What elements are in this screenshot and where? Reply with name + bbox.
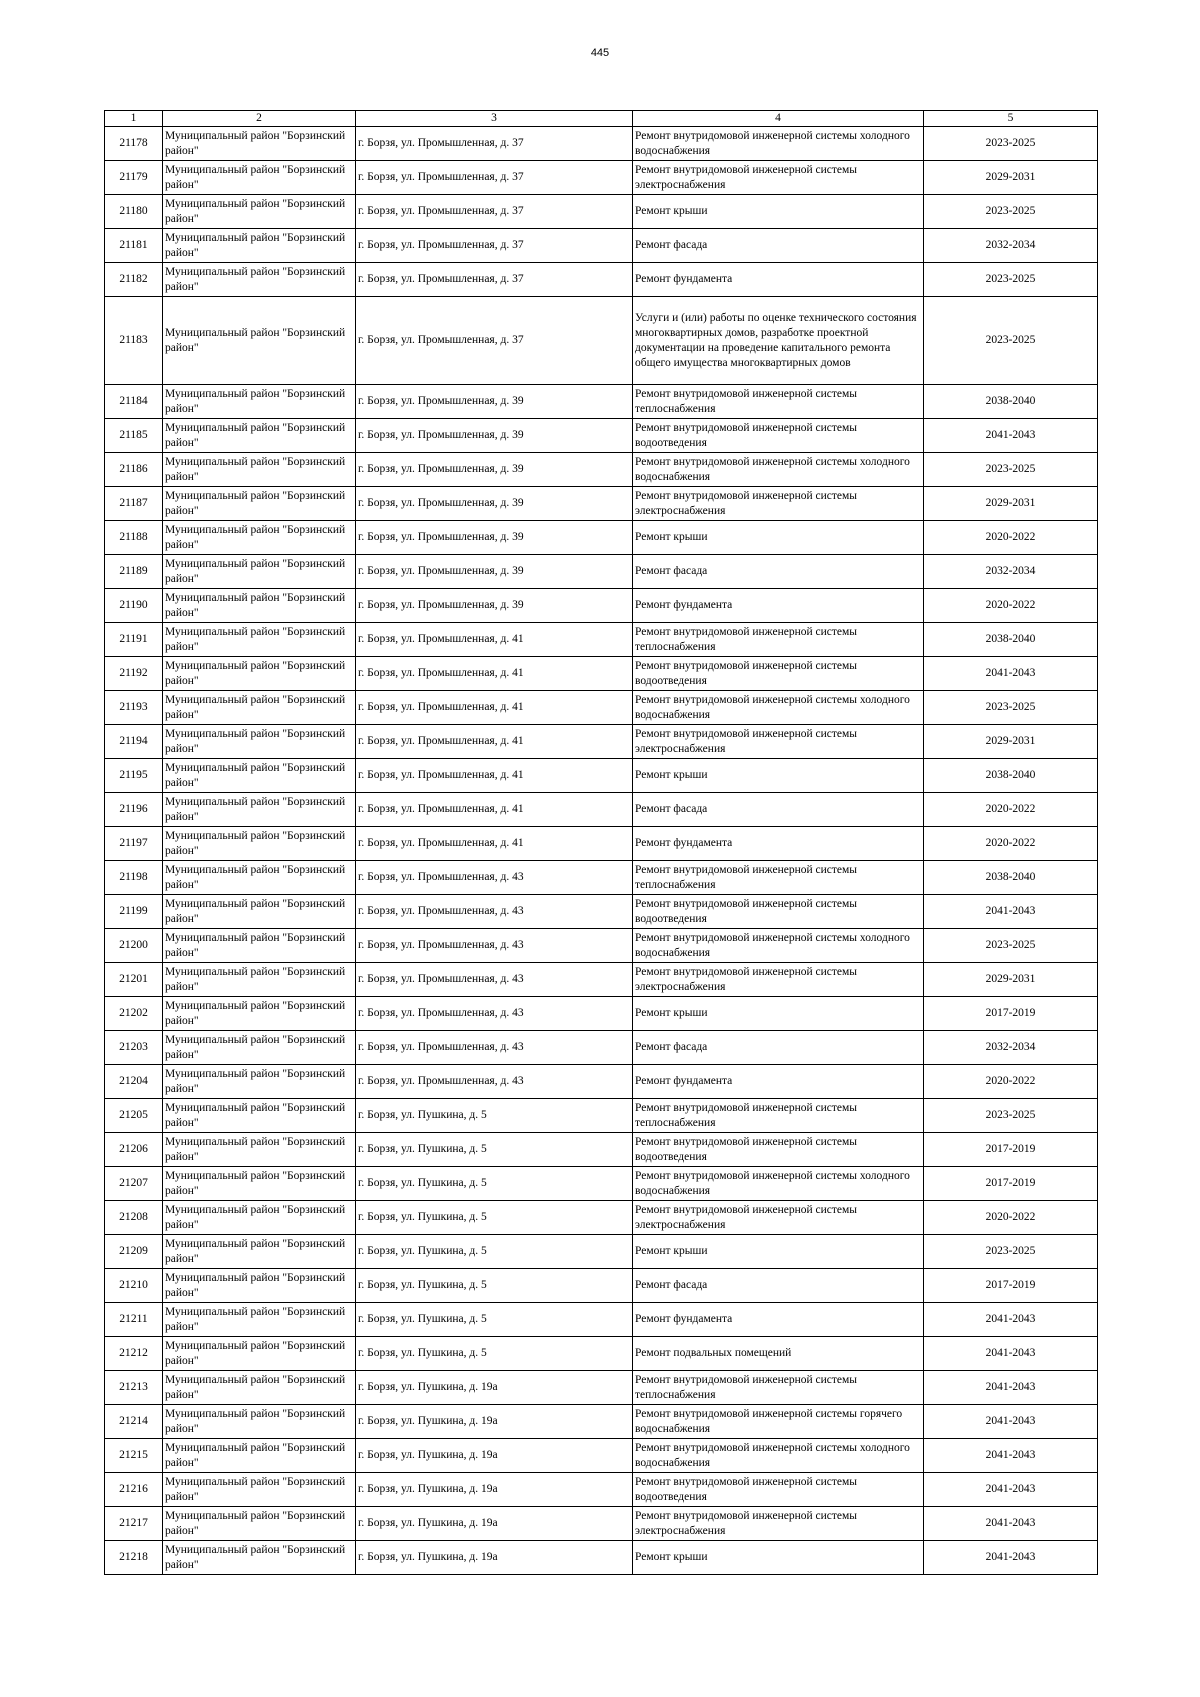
period-cell: 2041-2043 <box>924 1371 1098 1405</box>
column-header: 5 <box>924 111 1098 127</box>
row-number: 21211 <box>105 1303 163 1337</box>
address-cell: г. Борзя, ул. Промышленная, д. 43 <box>356 861 633 895</box>
row-number: 21203 <box>105 1031 163 1065</box>
row-number: 21193 <box>105 691 163 725</box>
column-header: 3 <box>356 111 633 127</box>
row-number: 21182 <box>105 263 163 297</box>
period-cell: 2029-2031 <box>924 725 1098 759</box>
work-type-cell: Ремонт фундамента <box>633 1303 924 1337</box>
table-row <box>105 929 1098 963</box>
municipality-cell: Муниципальный район "Борзинский район" <box>163 1405 356 1439</box>
period-cell: 2017-2019 <box>924 1167 1098 1201</box>
row-number: 21216 <box>105 1473 163 1507</box>
period-cell: 2041-2043 <box>924 895 1098 929</box>
work-type-cell: Ремонт фасада <box>633 555 924 589</box>
work-type-cell: Ремонт фундамента <box>633 827 924 861</box>
address-cell: г. Борзя, ул. Промышленная, д. 43 <box>356 963 633 997</box>
address-cell: г. Борзя, ул. Промышленная, д. 41 <box>356 657 633 691</box>
row-number: 21197 <box>105 827 163 861</box>
table-row <box>105 521 1098 555</box>
work-type-cell: Ремонт крыши <box>633 759 924 793</box>
work-type-cell: Услуги и (или) работы по оценке технического состояния многоквартирных домов, разработке проектной документации на проведение капитального ремонта общего имущества многоквартирных домов <box>633 297 924 385</box>
table-row <box>105 297 1098 385</box>
row-number: 21192 <box>105 657 163 691</box>
municipality-cell: Муниципальный район "Борзинский район" <box>163 623 356 657</box>
column-header: 4 <box>633 111 924 127</box>
municipality-cell: Муниципальный район "Борзинский район" <box>163 589 356 623</box>
municipality-cell: Муниципальный район "Борзинский район" <box>163 297 356 385</box>
table-row <box>105 1167 1098 1201</box>
municipality-cell: Муниципальный район "Борзинский район" <box>163 929 356 963</box>
period-cell: 2023-2025 <box>924 1099 1098 1133</box>
address-cell: г. Борзя, ул. Пушкина, д. 19а <box>356 1473 633 1507</box>
work-type-cell: Ремонт внутридомовой инженерной системы электроснабжения <box>633 1507 924 1541</box>
address-cell: г. Борзя, ул. Пушкина, д. 19а <box>356 1439 633 1473</box>
address-cell: г. Борзя, ул. Пушкина, д. 5 <box>356 1167 633 1201</box>
work-type-cell: Ремонт фасада <box>633 1031 924 1065</box>
address-cell: г. Борзя, ул. Промышленная, д. 41 <box>356 793 633 827</box>
work-type-cell: Ремонт внутридомовой инженерной системы электроснабжения <box>633 725 924 759</box>
period-cell: 2041-2043 <box>924 1405 1098 1439</box>
address-cell: г. Борзя, ул. Пушкина, д. 5 <box>356 1235 633 1269</box>
table-row <box>105 263 1098 297</box>
work-type-cell: Ремонт внутридомовой инженерной системы теплоснабжения <box>633 385 924 419</box>
municipality-cell: Муниципальный район "Борзинский район" <box>163 1235 356 1269</box>
row-number: 21201 <box>105 963 163 997</box>
table-row <box>105 1303 1098 1337</box>
address-cell: г. Борзя, ул. Пушкина, д. 5 <box>356 1337 633 1371</box>
period-cell: 2023-2025 <box>924 691 1098 725</box>
table-row <box>105 623 1098 657</box>
work-type-cell: Ремонт крыши <box>633 997 924 1031</box>
address-cell: г. Борзя, ул. Промышленная, д. 43 <box>356 1065 633 1099</box>
municipality-cell: Муниципальный район "Борзинский район" <box>163 229 356 263</box>
municipality-cell: Муниципальный район "Борзинский район" <box>163 161 356 195</box>
period-cell: 2038-2040 <box>924 759 1098 793</box>
address-cell: г. Борзя, ул. Промышленная, д. 39 <box>356 589 633 623</box>
work-type-cell: Ремонт внутридомовой инженерной системы холодного водоснабжения <box>633 691 924 725</box>
period-cell: 2023-2025 <box>924 195 1098 229</box>
address-cell: г. Борзя, ул. Промышленная, д. 41 <box>356 691 633 725</box>
municipality-cell: Муниципальный район "Борзинский район" <box>163 1303 356 1337</box>
row-number: 21199 <box>105 895 163 929</box>
row-number: 21200 <box>105 929 163 963</box>
table-row <box>105 229 1098 263</box>
period-cell: 2041-2043 <box>924 1507 1098 1541</box>
work-type-cell: Ремонт внутридомовой инженерной системы холодного водоснабжения <box>633 1167 924 1201</box>
header-row <box>105 111 1098 127</box>
work-type-cell: Ремонт внутридомовой инженерной системы электроснабжения <box>633 161 924 195</box>
municipality-cell: Муниципальный район "Борзинский район" <box>163 127 356 161</box>
period-cell: 2023-2025 <box>924 929 1098 963</box>
period-cell: 2032-2034 <box>924 555 1098 589</box>
row-number: 21208 <box>105 1201 163 1235</box>
work-type-cell: Ремонт внутридомовой инженерной системы электроснабжения <box>633 1201 924 1235</box>
period-cell: 2038-2040 <box>924 385 1098 419</box>
address-cell: г. Борзя, ул. Промышленная, д. 39 <box>356 385 633 419</box>
period-cell: 2023-2025 <box>924 263 1098 297</box>
row-number: 21189 <box>105 555 163 589</box>
repair-schedule-table <box>104 110 1098 1575</box>
column-header: 1 <box>105 111 163 127</box>
municipality-cell: Муниципальный район "Борзинский район" <box>163 1337 356 1371</box>
row-number: 21188 <box>105 521 163 555</box>
work-type-cell: Ремонт внутридомовой инженерной системы электроснабжения <box>633 487 924 521</box>
municipality-cell: Муниципальный район "Борзинский район" <box>163 1541 356 1575</box>
row-number: 21183 <box>105 297 163 385</box>
table-row <box>105 725 1098 759</box>
municipality-cell: Муниципальный район "Борзинский район" <box>163 1439 356 1473</box>
table-row <box>105 963 1098 997</box>
period-cell: 2017-2019 <box>924 1133 1098 1167</box>
row-number: 21210 <box>105 1269 163 1303</box>
row-number: 21215 <box>105 1439 163 1473</box>
table-row <box>105 759 1098 793</box>
page-number: 445 <box>590 47 610 59</box>
address-cell: г. Борзя, ул. Промышленная, д. 37 <box>356 297 633 385</box>
municipality-cell: Муниципальный район "Борзинский район" <box>163 1371 356 1405</box>
address-cell: г. Борзя, ул. Промышленная, д. 43 <box>356 929 633 963</box>
table-row <box>105 487 1098 521</box>
address-cell: г. Борзя, ул. Промышленная, д. 41 <box>356 623 633 657</box>
table-row <box>105 161 1098 195</box>
address-cell: г. Борзя, ул. Промышленная, д. 41 <box>356 827 633 861</box>
row-number: 21204 <box>105 1065 163 1099</box>
municipality-cell: Муниципальный район "Борзинский район" <box>163 861 356 895</box>
row-number: 21214 <box>105 1405 163 1439</box>
address-cell: г. Борзя, ул. Промышленная, д. 37 <box>356 195 633 229</box>
table-row <box>105 1371 1098 1405</box>
row-number: 21212 <box>105 1337 163 1371</box>
address-cell: г. Борзя, ул. Промышленная, д. 39 <box>356 487 633 521</box>
municipality-cell: Муниципальный район "Борзинский район" <box>163 963 356 997</box>
work-type-cell: Ремонт внутридомовой инженерной системы теплоснабжения <box>633 1099 924 1133</box>
municipality-cell: Муниципальный район "Борзинский район" <box>163 1031 356 1065</box>
work-type-cell: Ремонт подвальных помещений <box>633 1337 924 1371</box>
municipality-cell: Муниципальный район "Борзинский район" <box>163 555 356 589</box>
row-number: 21213 <box>105 1371 163 1405</box>
period-cell: 2017-2019 <box>924 1269 1098 1303</box>
table-row <box>105 385 1098 419</box>
period-cell: 2020-2022 <box>924 589 1098 623</box>
address-cell: г. Борзя, ул. Промышленная, д. 37 <box>356 127 633 161</box>
address-cell: г. Борзя, ул. Промышленная, д. 39 <box>356 453 633 487</box>
address-cell: г. Борзя, ул. Пушкина, д. 5 <box>356 1133 633 1167</box>
address-cell: г. Борзя, ул. Пушкина, д. 5 <box>356 1099 633 1133</box>
row-number: 21180 <box>105 195 163 229</box>
period-cell: 2020-2022 <box>924 521 1098 555</box>
work-type-cell: Ремонт внутридомовой инженерной системы водоотведения <box>633 1473 924 1507</box>
period-cell: 2041-2043 <box>924 1337 1098 1371</box>
work-type-cell: Ремонт внутридомовой инженерной системы холодного водоснабжения <box>633 127 924 161</box>
row-number: 21218 <box>105 1541 163 1575</box>
work-type-cell: Ремонт крыши <box>633 1235 924 1269</box>
table-row <box>105 453 1098 487</box>
row-number: 21198 <box>105 861 163 895</box>
period-cell: 2041-2043 <box>924 1541 1098 1575</box>
table-header <box>105 111 1098 127</box>
work-type-cell: Ремонт внутридомовой инженерной системы холодного водоснабжения <box>633 1439 924 1473</box>
period-cell: 2029-2031 <box>924 161 1098 195</box>
row-number: 21202 <box>105 997 163 1031</box>
work-type-cell: Ремонт внутридомовой инженерной системы водоотведения <box>633 657 924 691</box>
row-number: 21209 <box>105 1235 163 1269</box>
address-cell: г. Борзя, ул. Пушкина, д. 19а <box>356 1507 633 1541</box>
table-row <box>105 657 1098 691</box>
work-type-cell: Ремонт внутридомовой инженерной системы горячего водоснабжения <box>633 1405 924 1439</box>
municipality-cell: Муниципальный район "Борзинский район" <box>163 419 356 453</box>
work-type-cell: Ремонт фасада <box>633 229 924 263</box>
row-number: 21184 <box>105 385 163 419</box>
municipality-cell: Муниципальный район "Борзинский район" <box>163 487 356 521</box>
row-number: 21186 <box>105 453 163 487</box>
period-cell: 2023-2025 <box>924 1235 1098 1269</box>
table-row <box>105 1507 1098 1541</box>
period-cell: 2017-2019 <box>924 997 1098 1031</box>
table-row <box>105 555 1098 589</box>
table-row <box>105 895 1098 929</box>
work-type-cell: Ремонт внутридомовой инженерной системы водоотведения <box>633 1133 924 1167</box>
period-cell: 2032-2034 <box>924 1031 1098 1065</box>
table-body <box>105 127 1098 1575</box>
address-cell: г. Борзя, ул. Промышленная, д. 37 <box>356 161 633 195</box>
table-row <box>105 691 1098 725</box>
municipality-cell: Муниципальный район "Борзинский район" <box>163 1269 356 1303</box>
address-cell: г. Борзя, ул. Пушкина, д. 5 <box>356 1201 633 1235</box>
row-number: 21190 <box>105 589 163 623</box>
period-cell: 2038-2040 <box>924 623 1098 657</box>
work-type-cell: Ремонт внутридомовой инженерной системы водоотведения <box>633 419 924 453</box>
address-cell: г. Борзя, ул. Промышленная, д. 43 <box>356 895 633 929</box>
table-row <box>105 997 1098 1031</box>
period-cell: 2020-2022 <box>924 827 1098 861</box>
municipality-cell: Муниципальный район "Борзинский район" <box>163 453 356 487</box>
work-type-cell: Ремонт крыши <box>633 1541 924 1575</box>
period-cell: 2041-2043 <box>924 657 1098 691</box>
municipality-cell: Муниципальный район "Борзинский район" <box>163 1201 356 1235</box>
municipality-cell: Муниципальный район "Борзинский район" <box>163 1133 356 1167</box>
work-type-cell: Ремонт внутридомовой инженерной системы водоотведения <box>633 895 924 929</box>
municipality-cell: Муниципальный район "Борзинский район" <box>163 895 356 929</box>
address-cell: г. Борзя, ул. Пушкина, д. 19а <box>356 1541 633 1575</box>
address-cell: г. Борзя, ул. Промышленная, д. 37 <box>356 263 633 297</box>
work-type-cell: Ремонт фундамента <box>633 263 924 297</box>
table-row <box>105 195 1098 229</box>
row-number: 21206 <box>105 1133 163 1167</box>
address-cell: г. Борзя, ул. Пушкина, д. 5 <box>356 1303 633 1337</box>
work-type-cell: Ремонт внутридомовой инженерной системы электроснабжения <box>633 963 924 997</box>
row-number: 21185 <box>105 419 163 453</box>
municipality-cell: Муниципальный район "Борзинский район" <box>163 793 356 827</box>
period-cell: 2023-2025 <box>924 127 1098 161</box>
address-cell: г. Борзя, ул. Пушкина, д. 19а <box>356 1371 633 1405</box>
row-number: 21191 <box>105 623 163 657</box>
row-number: 21178 <box>105 127 163 161</box>
period-cell: 2023-2025 <box>924 453 1098 487</box>
table-row <box>105 1269 1098 1303</box>
work-type-cell: Ремонт внутридомовой инженерной системы теплоснабжения <box>633 861 924 895</box>
work-type-cell: Ремонт внутридомовой инженерной системы теплоснабжения <box>633 623 924 657</box>
row-number: 21196 <box>105 793 163 827</box>
municipality-cell: Муниципальный район "Борзинский район" <box>163 759 356 793</box>
address-cell: г. Борзя, ул. Пушкина, д. 19а <box>356 1405 633 1439</box>
table-row <box>105 861 1098 895</box>
municipality-cell: Муниципальный район "Борзинский район" <box>163 1507 356 1541</box>
period-cell: 2041-2043 <box>924 1439 1098 1473</box>
table-row <box>105 1065 1098 1099</box>
address-cell: г. Борзя, ул. Промышленная, д. 41 <box>356 725 633 759</box>
period-cell: 2032-2034 <box>924 229 1098 263</box>
municipality-cell: Муниципальный район "Борзинский район" <box>163 657 356 691</box>
table-row <box>105 1405 1098 1439</box>
table-row <box>105 1099 1098 1133</box>
period-cell: 2020-2022 <box>924 1065 1098 1099</box>
municipality-cell: Муниципальный район "Борзинский район" <box>163 1065 356 1099</box>
address-cell: г. Борзя, ул. Промышленная, д. 39 <box>356 521 633 555</box>
address-cell: г. Борзя, ул. Промышленная, д. 43 <box>356 997 633 1031</box>
period-cell: 2020-2022 <box>924 793 1098 827</box>
work-type-cell: Ремонт фасада <box>633 793 924 827</box>
address-cell: г. Борзя, ул. Промышленная, д. 37 <box>356 229 633 263</box>
table-row <box>105 1201 1098 1235</box>
work-type-cell: Ремонт фундамента <box>633 589 924 623</box>
table-row <box>105 1541 1098 1575</box>
address-cell: г. Борзя, ул. Промышленная, д. 41 <box>356 759 633 793</box>
address-cell: г. Борзя, ул. Пушкина, д. 5 <box>356 1269 633 1303</box>
period-cell: 2029-2031 <box>924 963 1098 997</box>
row-number: 21217 <box>105 1507 163 1541</box>
municipality-cell: Муниципальный район "Борзинский район" <box>163 521 356 555</box>
table-row <box>105 419 1098 453</box>
period-cell: 2020-2022 <box>924 1201 1098 1235</box>
table-row <box>105 827 1098 861</box>
table-row <box>105 793 1098 827</box>
period-cell: 2041-2043 <box>924 419 1098 453</box>
work-type-cell: Ремонт фундамента <box>633 1065 924 1099</box>
address-cell: г. Борзя, ул. Промышленная, д. 39 <box>356 555 633 589</box>
row-number: 21181 <box>105 229 163 263</box>
address-cell: г. Борзя, ул. Промышленная, д. 39 <box>356 419 633 453</box>
period-cell: 2041-2043 <box>924 1303 1098 1337</box>
table-row <box>105 1235 1098 1269</box>
row-number: 21187 <box>105 487 163 521</box>
work-type-cell: Ремонт внутридомовой инженерной системы теплоснабжения <box>633 1371 924 1405</box>
municipality-cell: Муниципальный район "Борзинский район" <box>163 691 356 725</box>
municipality-cell: Муниципальный район "Борзинский район" <box>163 1099 356 1133</box>
table-row <box>105 1031 1098 1065</box>
address-cell: г. Борзя, ул. Промышленная, д. 43 <box>356 1031 633 1065</box>
table-row <box>105 1133 1098 1167</box>
municipality-cell: Муниципальный район "Борзинский район" <box>163 385 356 419</box>
row-number: 21179 <box>105 161 163 195</box>
table-row <box>105 1439 1098 1473</box>
municipality-cell: Муниципальный район "Борзинский район" <box>163 725 356 759</box>
table-row <box>105 589 1098 623</box>
period-cell: 2038-2040 <box>924 861 1098 895</box>
municipality-cell: Муниципальный район "Борзинский район" <box>163 263 356 297</box>
column-header: 2 <box>163 111 356 127</box>
table-row <box>105 127 1098 161</box>
table-row <box>105 1473 1098 1507</box>
period-cell: 2023-2025 <box>924 297 1098 385</box>
row-number: 21207 <box>105 1167 163 1201</box>
work-type-cell: Ремонт внутридомовой инженерной системы холодного водоснабжения <box>633 453 924 487</box>
municipality-cell: Муниципальный район "Борзинский район" <box>163 1473 356 1507</box>
row-number: 21194 <box>105 725 163 759</box>
table-row <box>105 1337 1098 1371</box>
work-type-cell: Ремонт внутридомовой инженерной системы холодного водоснабжения <box>633 929 924 963</box>
work-type-cell: Ремонт крыши <box>633 195 924 229</box>
municipality-cell: Муниципальный район "Борзинский район" <box>163 997 356 1031</box>
municipality-cell: Муниципальный район "Борзинский район" <box>163 827 356 861</box>
work-type-cell: Ремонт фасада <box>633 1269 924 1303</box>
period-cell: 2029-2031 <box>924 487 1098 521</box>
work-type-cell: Ремонт крыши <box>633 521 924 555</box>
municipality-cell: Муниципальный район "Борзинский район" <box>163 195 356 229</box>
row-number: 21205 <box>105 1099 163 1133</box>
period-cell: 2041-2043 <box>924 1473 1098 1507</box>
row-number: 21195 <box>105 759 163 793</box>
municipality-cell: Муниципальный район "Борзинский район" <box>163 1167 356 1201</box>
